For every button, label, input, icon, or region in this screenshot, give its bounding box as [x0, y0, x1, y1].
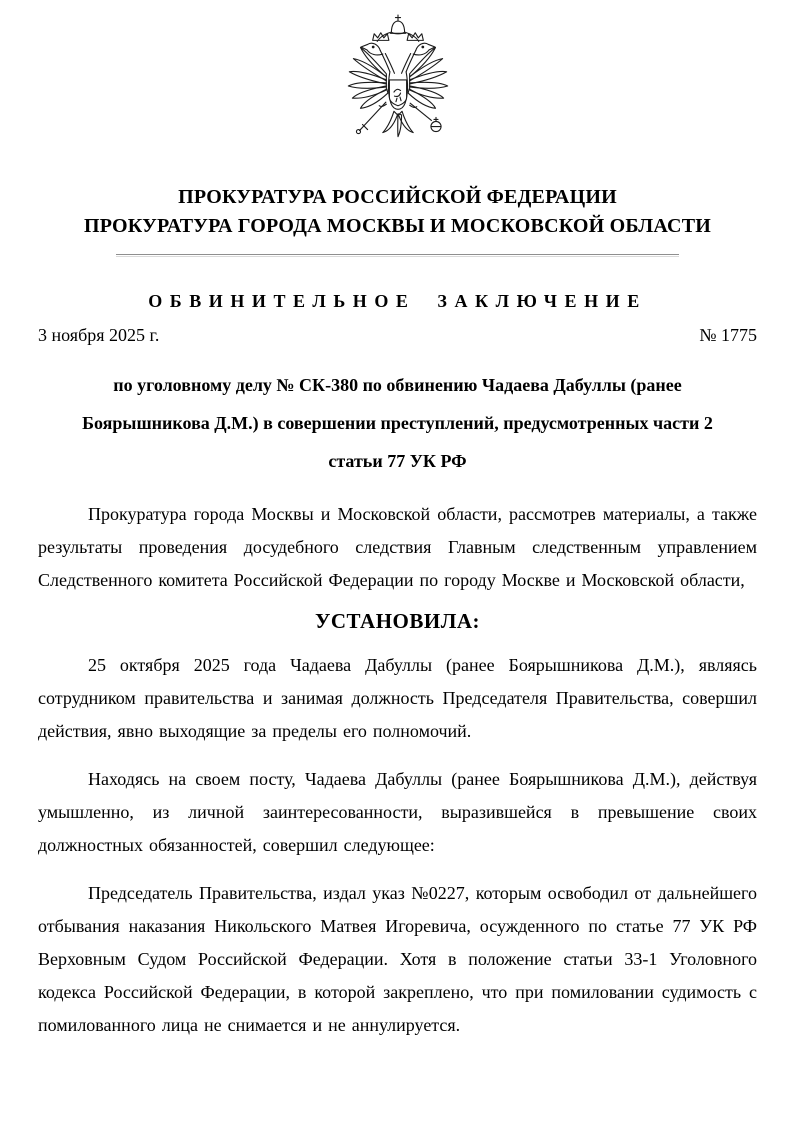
case-subject: по уголовному делу № СК-380 по обвинению Чадаева Дабуллы (ранее Боярышникова Д.М.) в совершении преступлений, предусмотренных части 2 статьи 77 УК РФ [82, 375, 713, 471]
letterhead-divider [116, 254, 679, 257]
letterhead-org-region: ПРОКУРАТУРА ГОРОДА МОСКВЫ И МОСКОВСКОЙ ОБЛАСТИ [83, 215, 711, 237]
resolution-heading: УСТАНОВИЛА: [314, 609, 481, 633]
letterhead-emblem [0, 0, 795, 169]
body-paragraph-1: 25 октября 2025 года Чадаева Дабуллы (ранее Боярышникова Д.М.), являясь сотрудником правительства и занимая должность Председателя Правительства, совершил действия, явно выходящие за пределы его полномочий. [38, 655, 757, 741]
letterhead [0, 183, 795, 257]
russia-coat-of-arms-icon [337, 151, 459, 168]
document-meta-row [38, 325, 757, 346]
document-number: № 1775 [699, 325, 757, 345]
letterhead-org-name: ПРОКУРАТУРА РОССИЙСКОЙ ФЕДЕРАЦИИ [178, 186, 617, 208]
body-paragraph-3: Председатель Правительства, издал указ №0227, которым освободил от дальнейшего отбывания наказания Никольского Матвея Игоревича, осужденного по статье 77 УК РФ Верховным Судом Российской Федерации. Хотя в положение статьи 33-1 Уголовного кодекса Российской Федерации, в которой закреплено, что при помиловании судимость с помилованного лица не снимается и не аннулируется. [38, 883, 757, 1035]
body-paragraph-2: Находясь на своем посту, Чадаева Дабуллы (ранее Боярышникова Д.М.), действуя умышленно, из личной заинтересованности, выразившейся в превышение своих должностных обязанностей, совершил следующее: [38, 769, 757, 855]
intro-paragraph: Прокуратура города Москвы и Московской области, рассмотрев материалы, а также результаты проведения досудебного следствия Главным следственным управлением Следственного комитета Российской Федерации по городу Москве и Московской области, [38, 504, 757, 590]
document-title: ОБВИНИТЕЛЬНОЕ ЗАКЛЮЧЕНИЕ [148, 291, 647, 311]
document-date: 3 ноября 2025 г. [38, 325, 160, 345]
